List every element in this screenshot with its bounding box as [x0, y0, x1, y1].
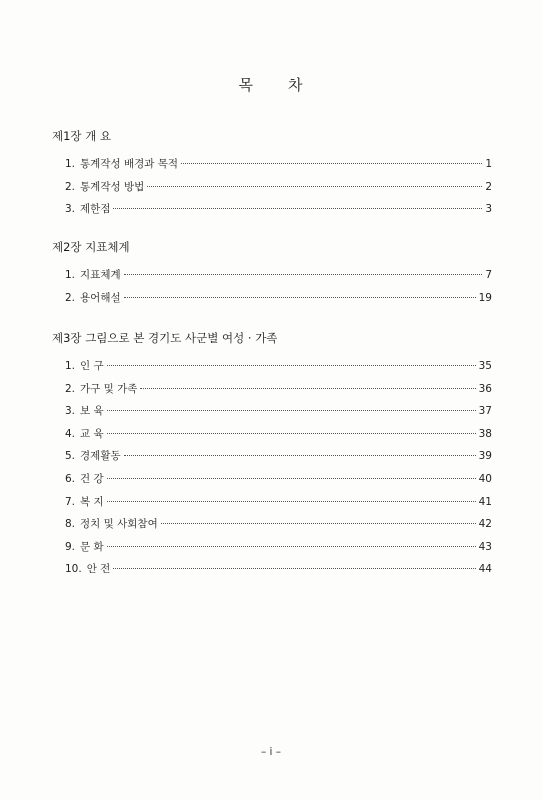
entry-number: 6.: [65, 472, 76, 485]
entry-number: 10.: [65, 563, 82, 576]
entry-number: 1.: [65, 269, 76, 281]
dot-leader: [124, 297, 476, 298]
entry-page-number: 40: [478, 472, 492, 485]
entry-number: 9.: [65, 540, 76, 553]
entry-page-number: 36: [478, 382, 492, 395]
entry-page-number: 38: [478, 427, 492, 440]
title-part-1: 목: [238, 76, 254, 94]
toc-entry[interactable]: [52, 513, 492, 536]
toc-entry[interactable]: [52, 400, 492, 423]
entry-number: 1.: [65, 360, 76, 372]
chapter-heading: 제1장 개 요: [52, 129, 112, 143]
entry-page-number: 43: [478, 540, 492, 553]
entry-page-number: 44: [478, 563, 492, 576]
toc-entry[interactable]: [52, 287, 492, 310]
entry-number: 1.: [65, 158, 76, 170]
entry-number: 5.: [65, 450, 76, 463]
entry-number: 3.: [65, 405, 76, 418]
entry-number: 2.: [65, 180, 76, 193]
entry-page-number: 3: [485, 203, 492, 216]
chapter-3: [52, 329, 492, 581]
entry-page-number: 19: [478, 291, 492, 304]
dot-leader: [107, 433, 476, 434]
dot-leader: [113, 208, 482, 209]
entry-label: 통계작성 방법: [80, 180, 145, 193]
entry-label: 용어해설: [80, 291, 121, 304]
toc-entry[interactable]: [52, 491, 492, 514]
entry-number: 3.: [65, 203, 76, 216]
entry-page-number: 37: [478, 405, 492, 418]
dot-leader: [124, 274, 483, 275]
toc-entry[interactable]: [52, 445, 492, 468]
toc-entry[interactable]: [52, 198, 492, 221]
dot-leader: [107, 410, 476, 411]
entry-label: 가구 및 가족: [80, 382, 138, 395]
dot-leader: [161, 523, 476, 524]
entry-label: 제한점: [80, 203, 111, 216]
toc-entry[interactable]: [52, 176, 492, 199]
entry-label: 인 구: [80, 360, 104, 372]
entry-page-number: 35: [478, 360, 492, 372]
dot-leader: [107, 478, 476, 479]
entry-label: 건 강: [80, 472, 104, 485]
entry-page-number: 2: [485, 180, 492, 193]
toc-entry[interactable]: [52, 536, 492, 559]
entry-number: 2.: [65, 291, 76, 304]
entry-label: 경제활동: [80, 450, 121, 463]
entry-label: 복 지: [80, 495, 104, 508]
entry-page-number: 7: [485, 269, 492, 281]
entry-label: 교 육: [80, 427, 104, 440]
toc-entry[interactable]: [52, 264, 492, 287]
dot-leader: [124, 455, 476, 456]
toc-entry[interactable]: [52, 468, 492, 491]
toc-entry[interactable]: [52, 378, 492, 401]
entry-label: 정치 및 사회참여: [80, 518, 158, 531]
entry-number: 8.: [65, 518, 76, 531]
chapter-2: [52, 238, 492, 309]
entry-number: 7.: [65, 495, 76, 508]
entry-label: 문 화: [80, 540, 104, 553]
dot-leader: [147, 186, 482, 187]
entry-page-number: 42: [478, 518, 492, 531]
toc-entry[interactable]: [52, 153, 492, 176]
toc-entry[interactable]: [52, 355, 492, 378]
page-title: [0, 74, 542, 95]
chapter-heading: 제3장 그림으로 본 경기도 사군별 여성 · 가족: [52, 331, 278, 345]
toc-entry[interactable]: [52, 423, 492, 446]
toc-entry[interactable]: [52, 558, 492, 581]
entry-number: 2.: [65, 382, 76, 395]
entry-label: 보 육: [80, 405, 104, 418]
page-footer-number: – i –: [260, 746, 282, 758]
dot-leader: [113, 568, 475, 569]
entry-page-number: 39: [478, 450, 492, 463]
dot-leader: [107, 365, 476, 366]
entry-label: 안 전: [86, 563, 111, 576]
entry-page-number: 41: [478, 495, 492, 508]
dot-leader: [181, 163, 482, 164]
entry-number: 4.: [65, 427, 76, 440]
dot-leader: [107, 501, 476, 502]
chapter-1: [52, 127, 492, 221]
entry-label: 통계작성 배경과 목적: [80, 158, 178, 170]
dot-leader: [140, 388, 475, 389]
entry-label: 지표체계: [80, 269, 121, 281]
dot-leader: [107, 546, 476, 547]
chapter-heading: 제2장 지표체계: [52, 240, 130, 254]
entry-page-number: 1: [485, 158, 492, 170]
title-part-2: 차: [288, 76, 304, 94]
